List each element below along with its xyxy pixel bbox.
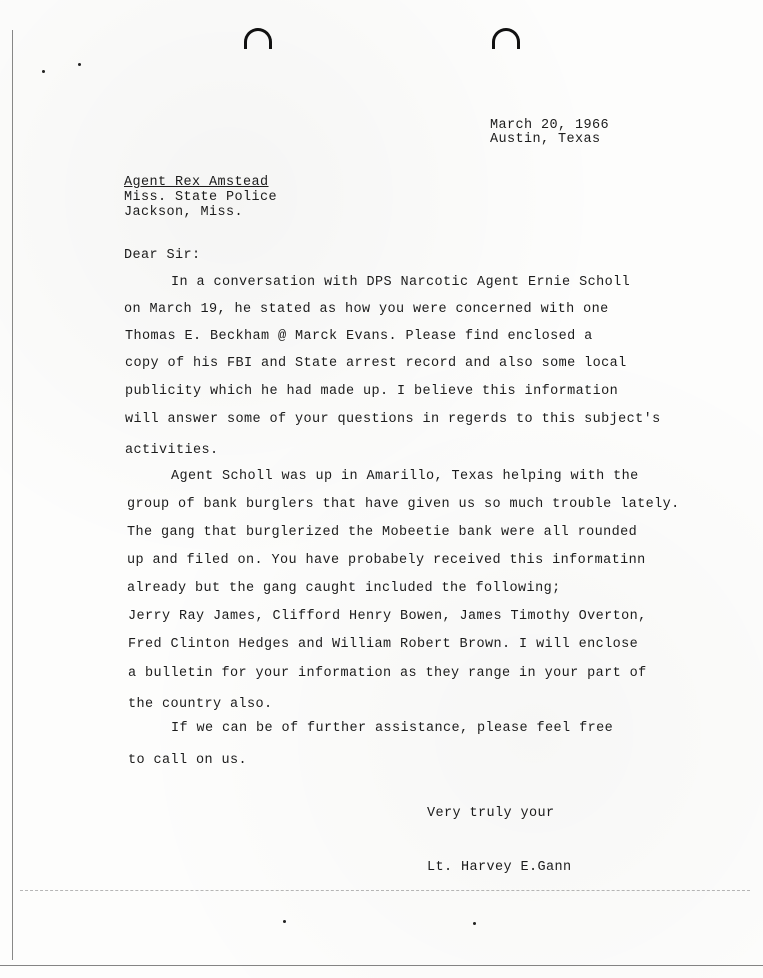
body-line: a bulletin for your information as they range in your part of [128, 666, 647, 681]
body-line: up and filed on. You have probabely received this informatinn [127, 553, 646, 568]
body-line: The gang that burglerized the Mobeetie bank were all rounded [127, 525, 638, 540]
recipient-org: Miss. State Police [124, 190, 278, 205]
ink-speck [78, 63, 81, 66]
body-line: Fred Clinton Hedges and William Robert Brown. I will enclose [128, 637, 639, 652]
body-line: In a conversation with DPS Narcotic Agent Ernie Scholl [171, 275, 631, 290]
punch-hole-mark [244, 28, 272, 49]
body-line: to call on us. [128, 753, 248, 768]
punch-hole-mark [492, 28, 520, 49]
page-bottom-edge [0, 965, 763, 966]
body-line: already but the gang caught included the following; [127, 581, 561, 596]
closing: Very truly your [427, 806, 555, 821]
body-line: the country also. [128, 697, 273, 712]
body-line: Agent Scholl was up in Amarillo, Texas helping with the [171, 469, 639, 484]
fold-line [20, 890, 750, 892]
recipient-name: Agent Rex Amstead [124, 175, 269, 190]
body-line: activities. [125, 443, 219, 458]
signature: Lt. Harvey E.Gann [427, 860, 572, 875]
body-line: group of bank burglers that have given us so much trouble lately. [127, 497, 680, 512]
ink-speck [473, 922, 476, 925]
ink-speck [42, 70, 45, 73]
recipient-city: Jackson, Miss. [124, 205, 244, 220]
body-line: Jerry Ray James, Clifford Henry Bowen, James Timothy Overton, [128, 609, 647, 624]
salutation: Dear Sir: [124, 248, 201, 263]
page-left-edge [12, 30, 13, 960]
body-line: on March 19, he stated as how you were concerned with one [124, 302, 609, 317]
ink-speck [283, 920, 286, 923]
letter-date: March 20, 1966 [490, 118, 610, 133]
body-line: publicity which he had made up. I believe this information [125, 384, 619, 399]
body-line: will answer some of your questions in regerds to this subject's [125, 412, 661, 427]
body-line: Thomas E. Beckham @ Marck Evans. Please find enclosed a [125, 329, 593, 344]
letter-place: Austin, Texas [490, 132, 601, 147]
body-line: If we can be of further assistance, please feel free [171, 721, 614, 736]
body-line: copy of his FBI and State arrest record and also some local [125, 356, 627, 371]
